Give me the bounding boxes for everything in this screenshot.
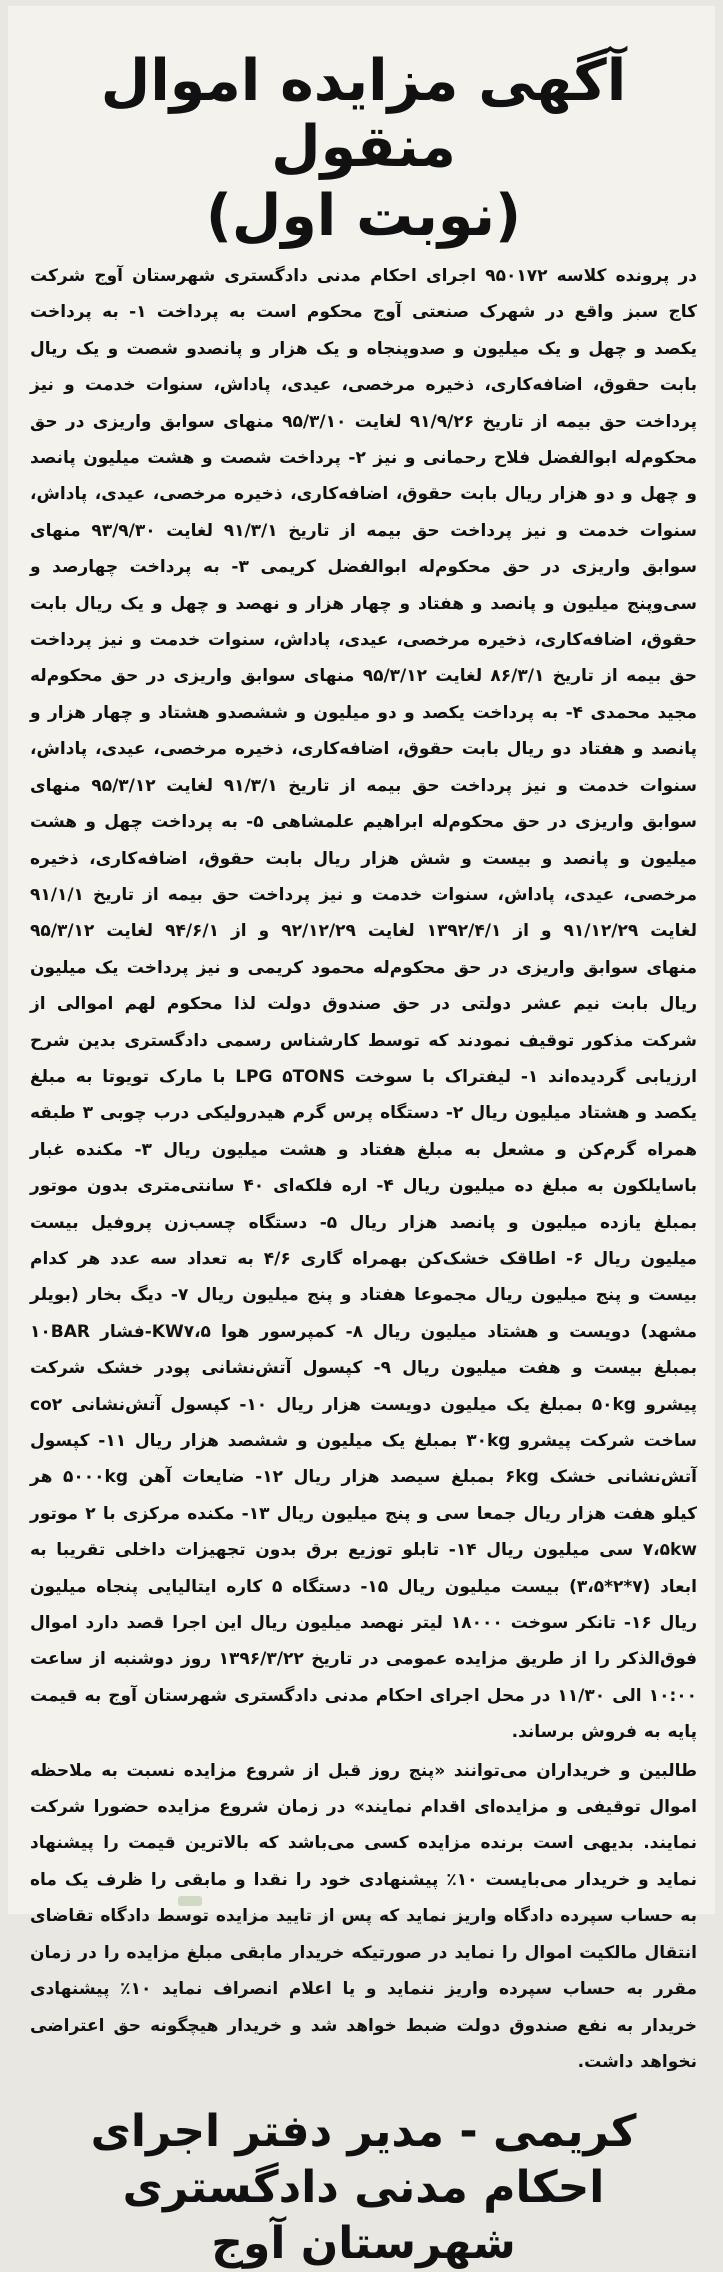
notice-body-paragraph: در پرونده کلاسه ۹۵۰۱۷۲ اجرای احکام مدنی دادگستری شهرستان آوج شرکت کاج سبز واقع در شهرک صنعتی آوج محکوم است به پرداخت ۱- به پرداخت یکصد و چهل و یک میلیون و صدوپنجاه و یک هزار و پانصدو شصت و یک ریال بابت حقوق، اضافه‌کاری، ذخیره مرخصی، عیدی، پاداش، سنوات خدمت و نیز پرداخت حق بیمه از تاریخ ۹۱/۹/۲۶ لغایت ۹۵/۳/۱۰ منهای سوابق واریزی در حق محکوم‌له ابوالفضل فلاح رحمانی و نیز ۲- پرداخت شصت و هشت میلیون پانصد و چهل و دو هزار ریال بابت حقوق، اضافه‌کاری، ذخیره مرخصی، عیدی، پاداش، سنوات خدمت و نیز پرداخت حق بیمه از تاریخ ۹۱/۳/۱ لغایت ۹۳/۹/۳۰ منهای سوابق واریزی در حق محکوم‌له ابوالفضل کریمی ۳- به پرداخت چهارصد و سی‌وپنج میلیون و پانصد و هفتاد و چهار هزار و نهصد و چهل و یک ریال بابت حقوق، اضافه‌کاری، ذخیره مرخصی، عیدی، پاداش، سنوات خدمت و نیز پرداخت حق بیمه از تاریخ ۸۶/۳/۱ لغایت ۹۵/۳/۱۲ منهای سوابق واریزی در حق محکوم‌له مجید محمدی ۴- به پرداخت یکصد و دو میلیون و ششصدو هشتاد و چهار هزار و پانصد و هفتاد دو ریال بابت حقوق، اضافه‌کاری، ذخیره مرخصی، عیدی، پاداش، سنوات خدمت و نیز پرداخت حق بیمه از تاریخ ۹۱/۳/۱ لغایت ۹۵/۳/۱۲ منهای سوابق واریزی در حق محکوم‌له ابراهیم علمشاهی ۵- به پرداخت چهل و هشت میلیون و پانصد و بیست و شش هزار ریال بابت حقوق، اضافه‌کاری، ذخیره مرخصی، عیدی، پاداش، سنوات خدمت و نیز پرداخت حق بیمه از تاریخ ۹۱/۱/۱ لغایت ۹۱/۱۲/۲۹ و از ۱۳۹۲/۴/۱ لغایت ۹۲/۱۲/۲۹ و از ۹۴/۶/۱ لغایت ۹۵/۳/۱۲ منهای سوابق واریزی در حق محکوم‌له محمود کریمی و نیز پرداخت یک میلیون ریال بابت نیم عشر دولتی در حق صندوق دولت لذا محکوم لهم اموالی از شرکت مذکور توقیف نمودند که توسط کارشناس رسمی دادگستری بدین شرح ارزیابی گردیده‌اند ۱- لیفتراک با سوخت LPG ۵TONS با مارک تویوتا به مبلغ یکصد و هشتاد میلیون ریال ۲- دستگاه پرس گرم هیدرولیکی درب چوبی ۳ طبقه همراه گرم‌کن و مشعل به مبلغ هفتاد و هشت میلیون ریال ۳- مکنده غبار باسایلکون به مبلغ ده میلیون ریال ۴- اره فلکه‌ای ۴۰ سانتی‌متری بدون موتور بمبلغ یازده میلیون و پانصد هزار ریال ۵- دستگاه چسب‌زن پروفیل بیست میلیون ریال ۶- اطاقک خشک‌کن بهمراه گاری ۴/۶ به تعداد سه عدد هر کدام بیست و پنج میلیون ریال مجموعا هفتاد و پنج میلیون ریال ۷- دیگ بخار (بویلر مشهد) دویست و هشتاد میلیون ریال ۸- کمپرسور هوا KW۷،۵-فشار ۱۰BAR بمبلغ بیست و هفت میلیون ریال ۹- کپسول آتش‌نشانی پودر خشک شرکت پیشرو ۵۰kg بمبلغ یک میلیون دویست هزار ریال ۱۰- کپسول آتش‌نشانی co۲ ساخت شرکت پیشرو ۳۰kg بمبلغ یک میلیون و ششصد هزار ریال ۱۱- کپسول آتش‌نشانی خشک ۶kg بمبلغ سیصد هزار ریال ۱۲- ضایعات آهن ۵۰۰۰kg هر کیلو هفت هزار ریال جمعا سی و پنج میلیون ریال ۱۳- مکنده مرکزی با ۲ موتور ۷،۵kw سی میلیون ریال ۱۴- تابلو توزیع برق بدون تجهیزات داخلی تقریبا به ابعاد (۷*۲*۳،۵) بیست میلیون ریال ۱۵- دستگاه ۵ کاره ایتالیایی پنجاه میلیون ریال ۱۶- تانکر سوخت ۱۸۰۰۰ لیتر نهصد میلیون ریال این اجرا قصد دارد اموال فوق‌الذکر را از طریق مزایده عمومی در تاریخ ۱۳۹۶/۳/۲۲ روز دوشنبه از ساعت ۱۰:۰۰ الی ۱۱/۳۰ در محل اجرای احکام مدنی دادگستری شهرستان آوج به قیمت پایه به فروش برساند.	[30, 266, 698, 1743]
newspaper-clipping	[8, 6, 715, 2270]
notice-title: آگهی مزایده اموال منقول	[100, 48, 627, 180]
notice-signature: کریمی - مدیر دفتر اجرای احکام مدنی دادگستری شهرستان آوج	[90, 2106, 637, 2270]
page-edge-mark	[178, 1896, 202, 1906]
notice-subtitle: (نوبت اول)	[205, 183, 522, 249]
notice-terms-paragraph: طالبین و خریداران می‌توانند «پنج روز قبل از شروع مزایده نسبت به ملاحظه اموال توقیفی و مزایده‌ای اقدام نمایند» در زمان شروع مزایده حضورا شرکت نمایند. بدیهی است برنده مزایده کسی می‌باشد که بالاترین قیمت را پیشنهاد نماید و خریدار می‌بایست ۱۰٪ پیشنهادی خود را نقدا و مابقی را ظرف یک ماه به حساب سپرده دادگاه واریز نماید که پس از تایید مزایده توسط دادگاه تقاضای انتقال مالکیت اموال را نماید در صورتیکه خریدار مابقی مبلغ مزایده را در زمان مقرر به حساب سپرده واریز ننماید و یا اعلام انصراف نماید ۱۰٪ پیشنهادی خریدار به نفع صندوق دولت ضبط خواهد شد و خریدار هیچگونه حق اعتراضی نخواهد داشت.	[30, 1760, 698, 2072]
